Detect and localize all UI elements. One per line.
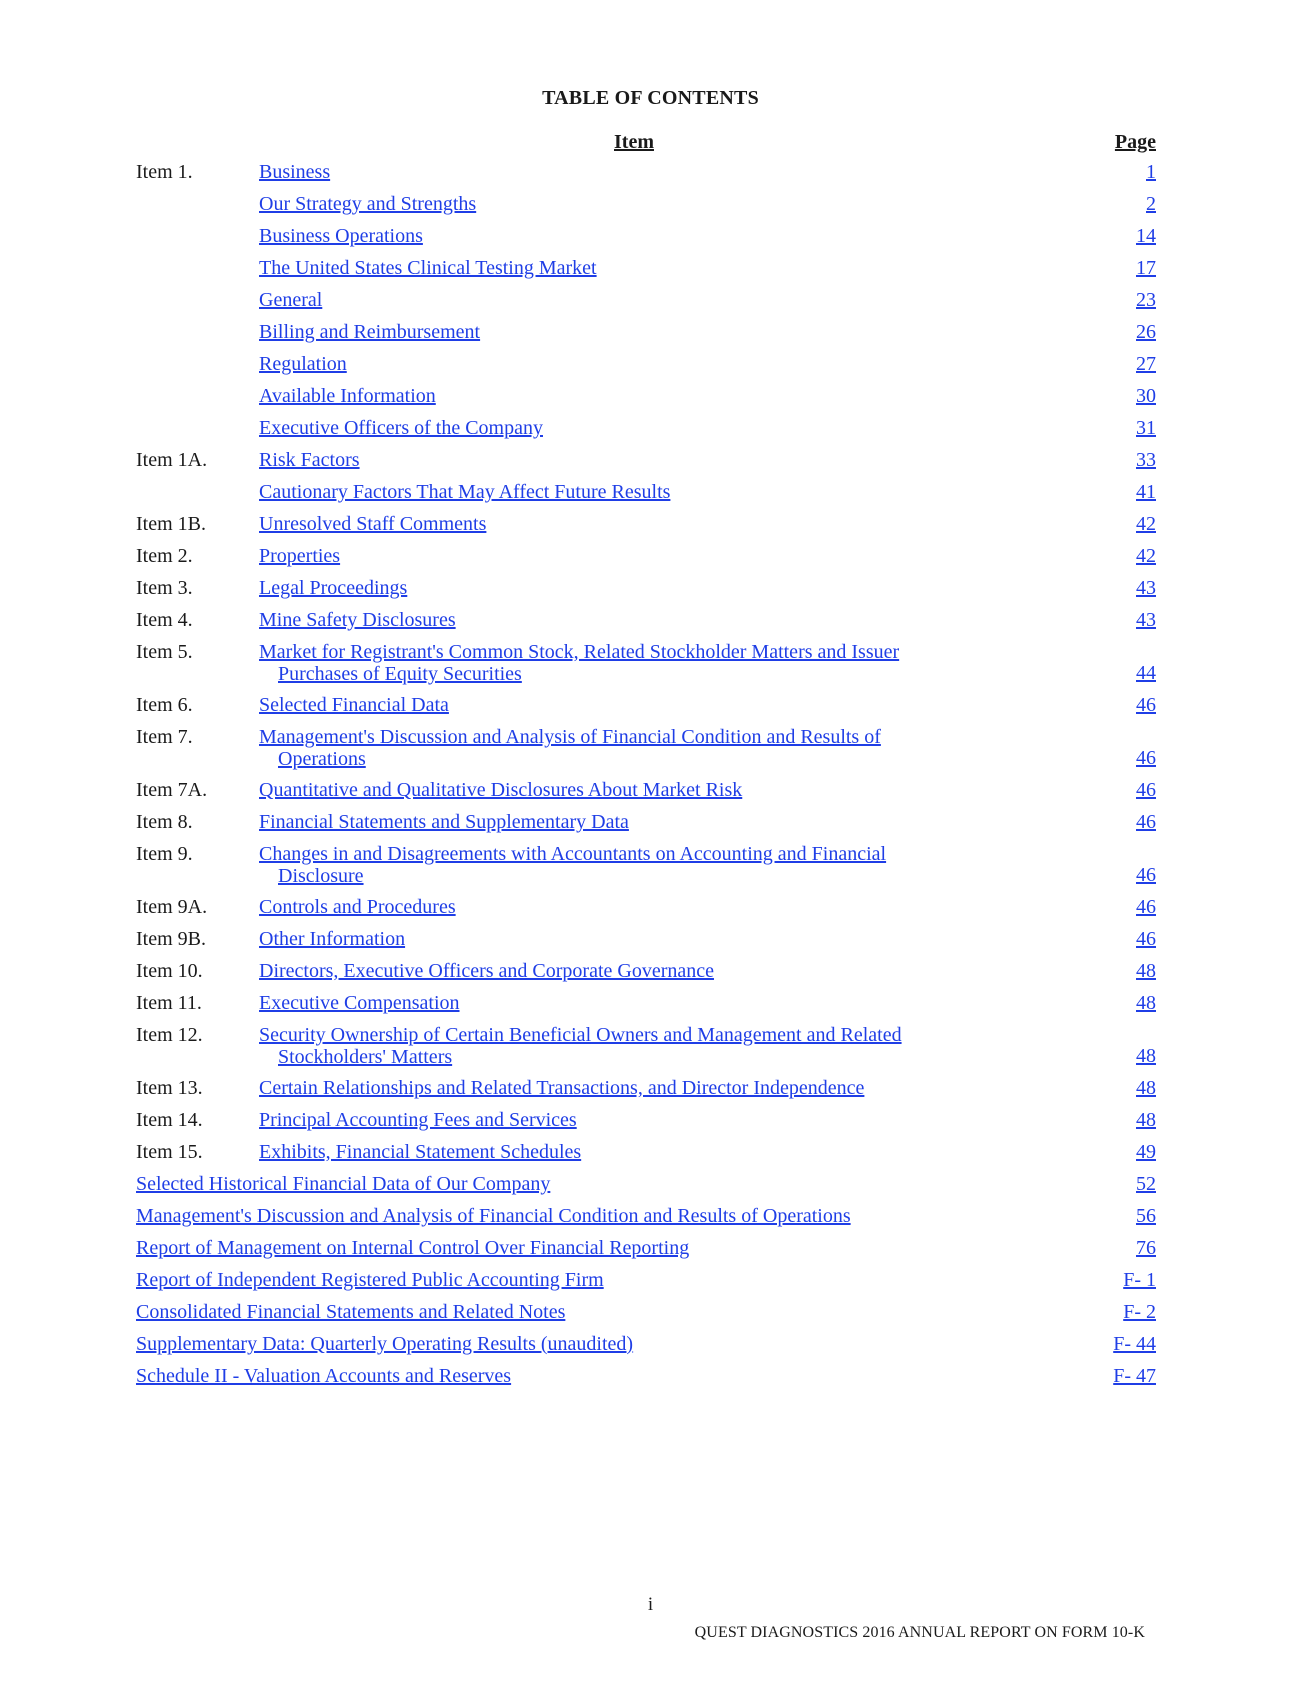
page-number-link[interactable]: 48 [1136,1077,1156,1099]
page-number-link[interactable]: 49 [1136,1141,1156,1163]
toc-entry-link[interactable] [259,843,886,887]
toc-row [136,726,1156,779]
page-number-link[interactable]: 2 [1146,193,1156,215]
toc-entry-link[interactable] [259,257,597,279]
toc-entry-link[interactable] [259,513,486,535]
toc-entry-title: Other Information [259,928,406,950]
page-number-link[interactable]: 48 [1136,992,1156,1014]
toc-row [136,385,1156,417]
toc-row [136,577,1156,609]
toc-entry-title-continued: Operations [278,748,366,770]
toc-row [136,641,1156,694]
toc-entry-link[interactable] [259,992,460,1014]
toc-row [136,928,1156,960]
toc-row [136,353,1156,385]
toc-entry-title: Unresolved Staff Comments [259,513,487,535]
item-number: Item 6. [136,694,193,716]
toc-entry-title-continued: Stockholders' Matters [278,1046,453,1068]
toc-entry-link[interactable] [259,417,543,439]
page-number-link[interactable]: 17 [1136,257,1156,279]
toc-row [136,1205,1156,1237]
toc-row [136,225,1156,257]
toc-entry-title: Executive Compensation [259,992,460,1014]
toc-row [136,1333,1156,1365]
toc-row [136,1269,1156,1301]
toc-entry-title: Mine Safety Disclosures [259,609,456,631]
item-number: Item 1B. [136,513,206,535]
page-number-link[interactable]: 1 [1146,161,1156,183]
toc-entry-title: Business [259,161,331,183]
toc-row [136,1109,1156,1141]
item-number: Item 14. [136,1109,203,1131]
toc-entry-title: Security Ownership of Certain Beneficial Owners and Management and Related [259,1024,902,1046]
toc-section-link[interactable]: Consolidated Financial Statements and Related Notes [136,1301,566,1323]
toc-row [136,545,1156,577]
toc-entry-title: Selected Financial Data [259,694,449,716]
toc-row [136,321,1156,353]
toc-entry-link[interactable] [259,385,436,407]
toc-entry-link[interactable] [259,193,476,215]
item-number: Item 1. [136,161,193,183]
toc-entry-title: Controls and Procedures [259,896,456,918]
item-column-header: Item [614,131,654,153]
toc-entry-title: Certain Relationships and Related Transactions, and Director Independence [259,1077,865,1099]
toc-entry-link[interactable] [259,1109,577,1131]
page-number-link[interactable]: F- 1 [1123,1269,1156,1291]
toc-entry-title: Legal Proceedings [259,577,408,599]
toc-row [136,193,1156,225]
toc-entry-title: Executive Officers of the Company [259,417,543,439]
toc-entry-title: Management's Discussion and Analysis of Financial Condition and Results of [259,726,881,748]
toc-entry-title: Available Information [259,385,436,407]
toc-row [136,257,1156,289]
toc-entry-title: Quantitative and Qualitative Disclosures About Market Risk [259,779,743,801]
page-number-link[interactable]: 56 [1136,1205,1156,1227]
page-number-link[interactable]: 43 [1136,609,1156,631]
item-number: Item 4. [136,609,193,631]
toc-entry-link[interactable] [259,577,407,599]
page-number-link[interactable]: 46 [1136,779,1156,801]
page-number-link[interactable]: 42 [1136,545,1156,567]
item-number: Item 15. [136,1141,203,1163]
toc-entry-link[interactable] [259,779,742,801]
toc-entry-link[interactable] [259,1141,581,1163]
toc-entry-title: Principal Accounting Fees and Services [259,1109,577,1131]
toc-entry-title: Our Strategy and Strengths [259,193,477,215]
page-number-link[interactable]: F- 47 [1113,1365,1156,1387]
toc-section-link[interactable]: Selected Historical Financial Data of Our Company [136,1173,551,1195]
toc-row [136,779,1156,811]
page-number-link[interactable]: 46 [1136,694,1156,716]
toc-row [136,289,1156,321]
toc-row [136,1141,1156,1173]
toc-entry-link[interactable] [259,928,405,950]
toc-entry-link[interactable] [259,481,670,503]
page-column-header: Page [1114,131,1156,153]
toc-entry-link[interactable] [259,811,629,833]
page-number-link[interactable]: 46 [1136,747,1156,769]
toc-entry-title: Billing and Reimbursement [259,321,481,343]
toc-entry-title: Properties [259,545,341,567]
toc-section-link[interactable]: Management's Discussion and Analysis of Financial Condition and Results of Operations [136,1205,851,1227]
page-number-link[interactable]: 42 [1136,513,1156,535]
page-number-link[interactable]: 48 [1136,1109,1156,1131]
item-number: Item 8. [136,811,193,833]
toc-row [136,694,1156,726]
page-number-link[interactable]: 46 [1136,928,1156,950]
item-number: Item 9A. [136,896,208,918]
page-number-link[interactable]: 46 [1136,896,1156,918]
toc-section-link[interactable]: Supplementary Data: Quarterly Operating Results (unaudited) [136,1333,634,1355]
toc-entry-link[interactable] [259,1024,902,1068]
toc-row [136,1173,1156,1205]
toc-row [136,1237,1156,1269]
item-number: Item 2. [136,545,193,567]
page-number: i [647,1594,654,1615]
toc-row [136,417,1156,449]
item-number: Item 5. [136,641,193,663]
toc-row [136,843,1156,896]
item-number: Item 9. [136,843,193,865]
page-number-link[interactable]: 44 [1136,662,1156,684]
toc-row [136,960,1156,992]
toc-entry-link[interactable] [259,694,449,716]
toc-entry-title: Market for Registrant's Common Stock, Related Stockholder Matters and Issuer [259,641,900,663]
toc-row [136,1301,1156,1333]
item-number: Item 12. [136,1024,203,1046]
page-number-link[interactable]: F- 44 [1113,1333,1156,1355]
toc-row [136,992,1156,1024]
toc-entry-title-continued: Purchases of Equity Securities [278,663,522,685]
toc-section-link[interactable]: Schedule II - Valuation Accounts and Reserves [136,1365,512,1387]
page-number-link[interactable]: 43 [1136,577,1156,599]
toc-entry-link[interactable] [259,609,456,631]
toc-entry-title: Cautionary Factors That May Affect Future Results [259,481,671,503]
page-number-link[interactable]: 30 [1136,385,1156,407]
item-number: Item 13. [136,1077,203,1099]
toc-entry-link[interactable] [259,353,347,375]
item-number: Item 7A. [136,779,208,801]
item-number: Item 10. [136,960,203,982]
item-number: Item 3. [136,577,193,599]
toc-entry-link[interactable] [259,321,480,343]
toc-entry-title: Directors, Executive Officers and Corporate Governance [259,960,714,982]
document-footer: QUEST DIAGNOSTICS 2016 ANNUAL REPORT ON FORM 10-K [694,1624,1145,1641]
toc-entry-title-continued: Disclosure [278,865,364,887]
toc-entry-title: Business Operations [259,225,423,247]
item-number: Item 9B. [136,928,206,950]
toc-entry-link[interactable] [259,289,322,311]
toc-row [136,896,1156,928]
toc-row [136,811,1156,843]
page-number-link[interactable]: 52 [1136,1173,1156,1195]
toc-entry-link[interactable] [259,896,456,918]
page-number-link[interactable]: 48 [1136,1045,1156,1067]
toc-entry-title: Financial Statements and Supplementary Data [259,811,629,833]
page-number-link[interactable]: F- 2 [1123,1301,1156,1323]
toc-row [136,481,1156,513]
toc-section-link[interactable]: Report of Management on Internal Control Over Financial Reporting [136,1237,690,1259]
page-number-link[interactable]: 23 [1136,289,1156,311]
toc-entry-title: The United States Clinical Testing Market [259,257,597,279]
toc-entry-title: Regulation [259,353,347,375]
toc-row [136,1077,1156,1109]
document-title: TABLE OF CONTENTS [542,87,759,109]
toc-entry-link[interactable] [259,225,423,247]
page-number-link[interactable]: 26 [1136,321,1156,343]
table-of-contents [136,161,1156,1397]
toc-entry-link[interactable] [259,449,360,471]
toc-entry-link[interactable] [259,960,714,982]
page-number-link[interactable]: 31 [1136,417,1156,439]
page-number-link[interactable]: 48 [1136,960,1156,982]
toc-entry-link[interactable] [259,1077,864,1099]
toc-row [136,1365,1156,1397]
toc-row [136,449,1156,481]
page-number-link[interactable]: 46 [1136,811,1156,833]
toc-entry-title: General [259,289,323,311]
toc-entry-title: Risk Factors [259,449,360,471]
page-number-link[interactable]: 76 [1136,1237,1156,1259]
toc-section-link[interactable]: Report of Independent Registered Public Accounting Firm [136,1269,604,1291]
toc-entry-link[interactable] [259,641,899,685]
item-number: Item 7. [136,726,193,748]
toc-entry-link[interactable] [259,545,340,567]
item-number: Item 1A. [136,449,208,471]
page-number-link[interactable]: 46 [1136,864,1156,886]
toc-row [136,513,1156,545]
toc-row [136,609,1156,641]
page-number-link[interactable]: 14 [1136,225,1156,247]
toc-row [136,161,1156,193]
toc-entry-link[interactable] [259,161,330,183]
page-number-link[interactable]: 33 [1136,449,1156,471]
page-number-link[interactable]: 41 [1136,481,1156,503]
page-number-link[interactable]: 27 [1136,353,1156,375]
toc-entry-title: Exhibits, Financial Statement Schedules [259,1141,582,1163]
item-number: Item 11. [136,992,202,1014]
toc-entry-title: Changes in and Disagreements with Accountants on Accounting and Financial [259,843,887,865]
toc-entry-link[interactable] [259,726,881,770]
toc-row [136,1024,1156,1077]
